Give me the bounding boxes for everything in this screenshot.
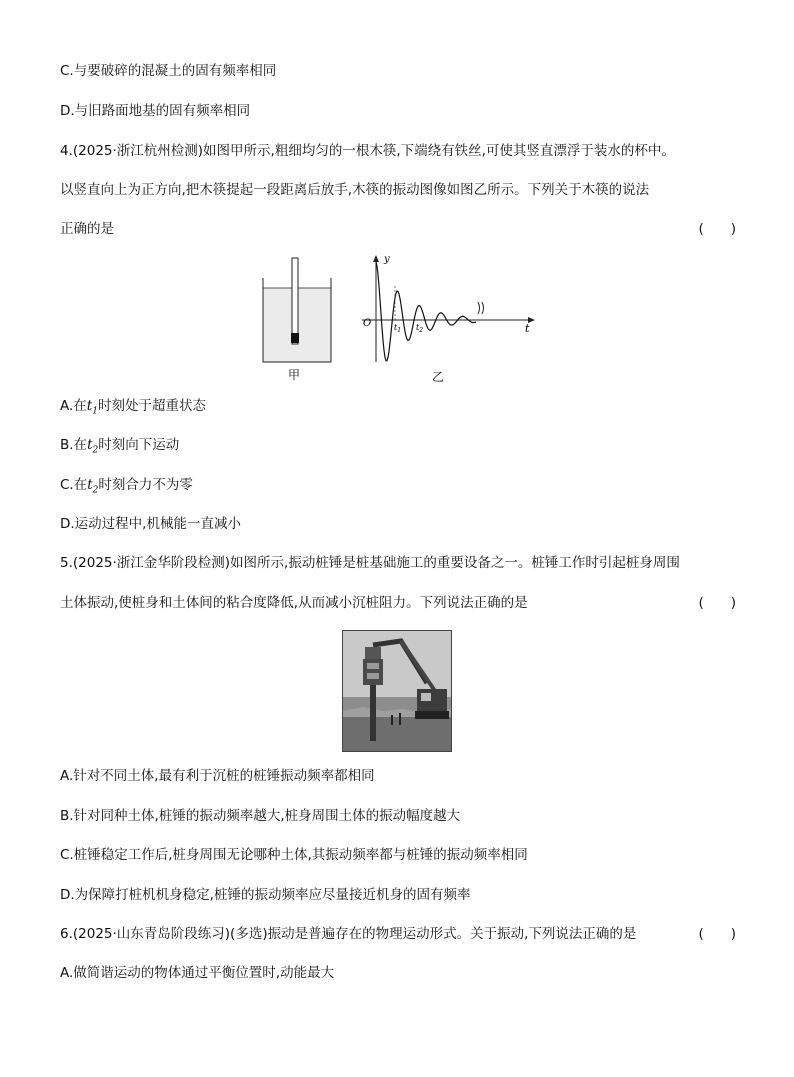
- figure-yi: [360, 254, 540, 370]
- axis-t-label: t: [525, 322, 530, 335]
- figure-yi-label: 乙: [432, 370, 445, 384]
- axis-y-label: y: [384, 254, 390, 265]
- tick-t1-label: $t_1$: [394, 323, 402, 334]
- q4-stem-line2: 以竖直向上为正方向,把木筷提起一段距离后放手,木筷的振动图像如图乙所示。下列关于木筷的说法: [60, 182, 650, 198]
- q6-answer-bracket: ( ): [698, 926, 736, 942]
- q5-answer-bracket: ( ): [698, 595, 736, 611]
- q5-option-b: B.针对同种土体,桩锤的振动频率越大,桩身周围土体的振动幅度越大: [60, 808, 461, 824]
- q5-option-d: D.为保障打桩机机身稳定,桩锤的振动频率应尽量接近机身的固有频率: [60, 887, 471, 903]
- q3-option-d: D.与旧路面地基的固有频率相同: [60, 103, 251, 119]
- q5-option-a: A.针对不同土体,最有利于沉桩的桩锤振动频率都相同: [60, 768, 375, 784]
- tick-t2-label: $t_2$: [416, 323, 424, 334]
- q6-stem-line1: 6.(2025·山东青岛阶段练习)(多选)振动是普遍存在的物理运动形式。关于振动,下列说法正确的是: [60, 926, 637, 942]
- q4-answer-bracket: ( ): [698, 221, 736, 237]
- q4-option-a: A.在$t_1$时刻处于超重状态: [60, 398, 206, 417]
- figure-jia-label: 甲: [288, 368, 301, 382]
- origin-label: O: [363, 318, 372, 329]
- q4-option-d: D.运动过程中,机械能一直减小: [60, 516, 241, 532]
- q5-stem-line1: 5.(2025·浙江金华阶段检测)如图所示,振动桩锤是桩基础施工的重要设备之一。桩锤工作时引起桩身周围: [60, 555, 680, 571]
- q3-option-c: C.与要破碎的混凝土的固有频率相同: [60, 63, 277, 79]
- pile-hammer-photo: [342, 630, 452, 752]
- figure-jia: [258, 254, 338, 368]
- q4-stem-line1: 4.(2025·浙江杭州检测)如图甲所示,粗细均匀的一根木筷,下端绕有铁丝,可使其竖直漂浮于装水的杯中。: [60, 143, 675, 159]
- q4-stem-line3: 正确的是: [60, 221, 114, 237]
- q4-option-c: C.在$t_2$时刻合力不为零: [60, 477, 193, 496]
- q4-option-b: B.在$t_2$时刻向下运动: [60, 437, 180, 456]
- q5-stem-line2: 土体振动,使桩身和土体间的粘合度降低,从而减小沉桩阻力。下列说法正确的是: [60, 595, 528, 611]
- q6-option-a: A.做简谐运动的物体通过平衡位置时,动能最大: [60, 965, 335, 981]
- q5-option-c: C.桩锤稳定工作后,桩身周围无论哪种土体,其振动频率都与桩锤的振动频率相同: [60, 847, 528, 863]
